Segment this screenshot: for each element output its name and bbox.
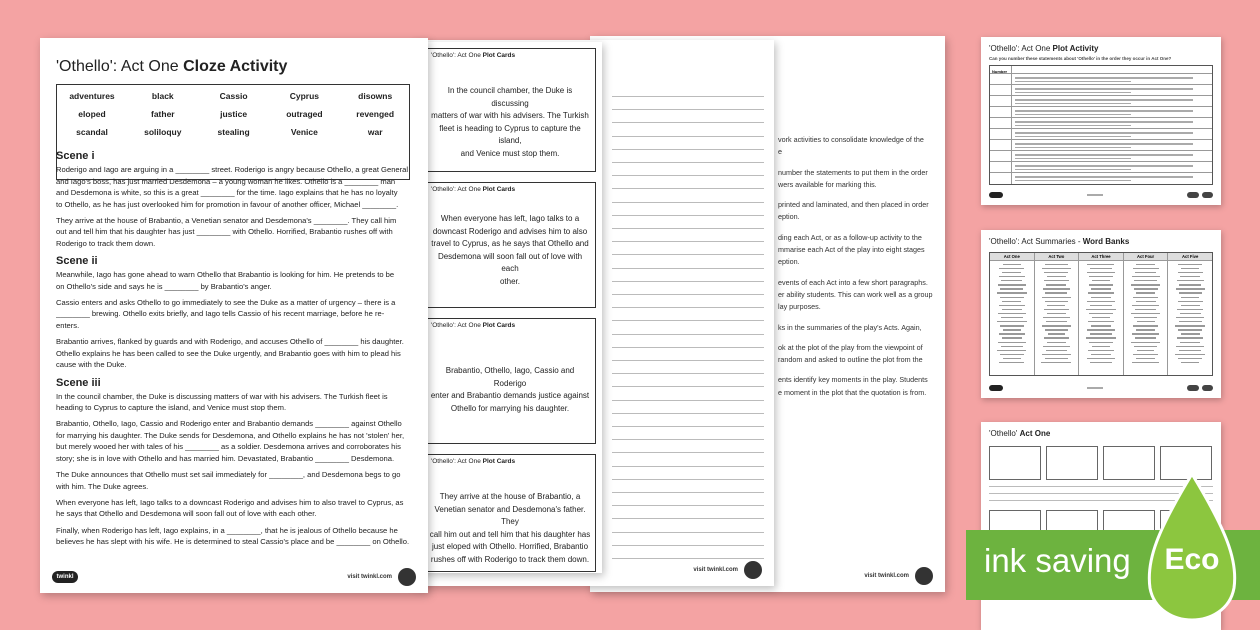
writing-line <box>612 492 764 493</box>
table-row <box>990 96 1212 107</box>
writing-line <box>612 439 764 440</box>
scene-heading: Scene iii <box>56 376 101 389</box>
visit-link: visit twinkl.com <box>864 573 909 579</box>
cloze-line: Roderigo and Iago are arguing in a ________ street. Roderigo is angry because Othello, a great General <box>56 165 409 174</box>
plot-card-heading: 'Othello': Act One Plot Cards <box>431 458 516 465</box>
notes-line: er ability students. This can work well as a group <box>778 289 933 299</box>
writing-line <box>612 96 764 97</box>
notes-line <box>778 191 938 199</box>
word-bank-word: stealing <box>217 127 250 137</box>
notes-line: lay purposes. <box>778 302 821 312</box>
notes-line: ents identify key moments in the play. Students <box>778 375 928 385</box>
cloze-line: for marrying his daughter. The Duke sends for Desdemona, and Othello explains he has not 'stolen' her, <box>56 430 405 440</box>
notes-line: vork activities to consolidate knowledge of the <box>778 135 924 144</box>
writing-line <box>612 532 764 533</box>
cloze-line: enters. <box>56 321 80 331</box>
notes-line: ding each Act, or as a follow-up activity to the <box>778 232 922 242</box>
writing-line <box>612 149 764 150</box>
page-title: 'Othello': Act One Cloze Activity <box>56 58 288 75</box>
word-bank-column-header: Act Three <box>1079 253 1123 261</box>
plot-activity-thumbnail <box>981 37 1221 205</box>
writing-line <box>612 558 764 559</box>
thumbnail-footer <box>989 384 1213 392</box>
table-row <box>990 173 1212 184</box>
act-summaries-thumbnail <box>981 230 1221 398</box>
cloze-line: he says that Othello and Desdemona will soon fall out of love with each other. <box>56 509 317 519</box>
plot-card-text: Brabantio, Othello, Iago, Cassio and Roderigo enter and Brabantio demands justice against Othello for marrying his daughter. <box>430 366 590 413</box>
cloze-paragraph <box>56 269 411 292</box>
plot-card <box>420 318 596 444</box>
writing-line <box>612 122 764 123</box>
twinkl-badge-icon <box>915 567 933 585</box>
thumbnail-title: 'Othello': Act One Plot Activity <box>989 44 1099 53</box>
writing-line <box>612 228 764 229</box>
notes-line: e moment in the plot that the quotation is from. <box>778 387 927 397</box>
notes-line <box>778 314 938 322</box>
writing-line <box>612 268 764 269</box>
writing-line <box>612 162 764 163</box>
word-bank-word: Cyprus <box>289 91 320 101</box>
notes-line: eption. <box>778 212 800 222</box>
writing-line <box>612 360 764 361</box>
visit-link: visit twinkl.com <box>693 567 738 573</box>
cloze-line: and Iago's boss, has just married Desdemona – a young woman he likes. Othello is a ________ man <box>56 176 396 186</box>
writing-line <box>612 400 764 401</box>
word-bank-column <box>990 253 1035 375</box>
plot-activity-table <box>989 65 1213 185</box>
cloze-line: but merely wooed her with tales of his ________ as a soldier. Desdemona arrives and corroborates his <box>56 442 401 452</box>
word-bank-word: father <box>150 109 175 119</box>
notes-line: random and asked to outline the plot from the <box>778 355 923 365</box>
cloze-line: Meanwhile, Iago has gone ahead to warn Othello that Brabantio is looking for him. He pretends to be <box>56 270 395 280</box>
notes-line <box>778 269 938 277</box>
cloze-paragraph <box>56 469 411 492</box>
table-row <box>990 118 1212 129</box>
plot-cards-sheet <box>418 42 602 573</box>
notes-line: eption. <box>778 257 800 267</box>
word-bank-word: adventures <box>69 91 115 101</box>
word-bank-word: scandal <box>76 127 108 137</box>
cloze-line: Brabantio arrives, flanked by guards and with Roderigo, and accuses Othello of ________ his daughter. <box>56 337 404 347</box>
notes-line: printed and laminated, and then placed in order <box>778 200 929 210</box>
notes-line: wers available for marking this. <box>778 179 877 189</box>
writing-line <box>612 215 764 216</box>
word-bank-word: outraged <box>286 109 323 119</box>
plot-card-text: They arrive at the house of Brabantio, a Venetian senator and Desdemona's father. They call him out and tell him that his daughter has just eloped with Othello. Horrified, Brabantio rushes off with Roderigo to track them down. <box>429 492 591 564</box>
word-bank-word: revenged <box>356 109 395 119</box>
scene-heading: Scene ii <box>56 255 98 268</box>
cloze-line: The Duke announces that Othello must set sail immediately for ________, and Desdemona begs to go <box>56 470 401 480</box>
twinkl-badge-icon <box>744 561 762 579</box>
writing-line <box>612 479 764 480</box>
notes-line: number the statements to put them in the order <box>778 167 928 177</box>
notes-line <box>778 224 938 232</box>
writing-line <box>612 426 764 427</box>
table-row <box>990 85 1212 96</box>
writing-line <box>612 320 764 321</box>
storyboard-box <box>989 446 1041 480</box>
cloze-line: heading to Cyprus to capture the island, and Venice must stop them. <box>56 403 287 413</box>
table-row <box>990 129 1212 140</box>
notes-line <box>778 366 938 374</box>
word-bank-word: Cassio <box>219 91 248 101</box>
word-bank-column-header: Act Four <box>1124 253 1168 261</box>
writing-line <box>612 386 764 387</box>
cloze-line: When everyone has left, Iago talks to a downcast Roderigo and advises him to also travel to Cyprus, as <box>56 497 404 507</box>
table-row <box>990 107 1212 118</box>
eco-leaf <box>1138 470 1246 630</box>
cloze-line: with him. The Duke agrees. <box>56 481 149 491</box>
cloze-line: to Othello, as he has just overlooked him for promotion in favour of another officer, Michael ________. <box>56 199 399 209</box>
writing-line <box>612 545 764 546</box>
notes-line <box>778 159 938 167</box>
writing-line <box>612 373 764 374</box>
table-row <box>990 162 1212 173</box>
eco-label: Eco <box>1164 543 1220 576</box>
word-bank-word: war <box>367 127 383 137</box>
writing-line <box>612 202 764 203</box>
plot-card-heading: 'Othello': Act One Plot Cards <box>431 52 516 59</box>
cloze-paragraph <box>56 215 411 250</box>
word-bank-column <box>1168 253 1212 375</box>
plot-card-heading: 'Othello': Act One Plot Cards <box>431 322 516 329</box>
notes-line: mmarise each Act of the play into eight stages <box>778 245 925 255</box>
thumbnail-subtitle: Can you number these statements about 'Othello' in the order they occur in Act One? <box>989 56 1172 61</box>
writing-line <box>612 188 764 189</box>
word-banks-grid <box>989 252 1213 376</box>
writing-line <box>612 254 764 255</box>
plot-card-heading: 'Othello': Act One Plot Cards <box>431 186 516 193</box>
word-bank-column <box>1079 253 1124 375</box>
writing-line <box>612 466 764 467</box>
writing-line <box>612 307 764 308</box>
notes-line <box>778 334 938 342</box>
word-bank-word: soliloquy <box>144 127 182 137</box>
writing-line <box>612 413 764 414</box>
notes-line: ks in the summaries of the play's Acts. Again, <box>778 322 922 332</box>
ink-saving-label: ink saving <box>984 542 1131 579</box>
plot-card <box>420 48 596 172</box>
twinkl-logo: twinkl <box>52 571 78 583</box>
word-bank-word: justice <box>220 109 248 119</box>
cloze-paragraph <box>56 418 411 464</box>
notes-line: e <box>778 147 782 157</box>
notes-line: events of each Act into a few short paragraphs. <box>778 277 928 287</box>
cloze-line: story; she is in love with Othello and has married him. Devastated, Brabantio ________ Desdemona. <box>56 453 395 463</box>
visit-link: visit twinkl.com <box>347 574 392 580</box>
writing-line <box>612 347 764 348</box>
writing-line <box>612 452 764 453</box>
plot-card-text: In the council chamber, the Duke is discussing matters of war with his advisers. The Turkish fleet is heading to Cyprus to capture the island, and Venice must stop them. <box>431 86 589 158</box>
cloze-paragraph <box>56 525 411 548</box>
writing-line <box>612 281 764 282</box>
cloze-paragraph <box>56 297 411 332</box>
writing-line <box>612 505 764 506</box>
cloze-line: They arrive at the house of Brabantio, a Venetian senator and Desdemona's ________. They call him <box>56 215 397 225</box>
writing-line <box>612 136 764 137</box>
writing-line <box>612 518 764 519</box>
plot-card <box>420 454 596 572</box>
plot-card-text: When everyone has left, Iago talks to a downcast Roderigo and advises him to also travel to Cyprus, as he says that Othello and Desdemona will soon fall out of love with each other. <box>431 214 589 286</box>
cloze-line: Roderigo to track them down. <box>56 239 156 249</box>
cloze-line: ________ brewing. Othello exits briefly, and Iago tells Cassio of his recent marriage, before he re- <box>56 309 385 319</box>
notes-line: ok at the plot of the play from the viewpoint of <box>778 342 923 352</box>
cloze-line: believes he has slept with his wife. He is determined to steal Cassio's place and be ________ on Othello. <box>56 537 410 547</box>
word-bank-column-header: Act Two <box>1035 253 1079 261</box>
word-bank-column-header: Act One <box>990 253 1034 261</box>
table-row <box>990 140 1212 151</box>
cloze-line: cause with the Duke. <box>56 360 127 370</box>
cloze-line: Brabantio, Othello, Iago, Cassio and Roderigo enter and Brabantio demands ________ against Othello <box>56 419 402 429</box>
cloze-line: Othello explains he has been called to see the Duke urgently, and Brabantio goes with him to plead his <box>56 348 401 358</box>
scene-heading: Scene i <box>56 150 95 162</box>
cloze-paragraph <box>56 164 411 210</box>
cloze-line: Finally, when Roderigo has left, Iago explains, in a ________, that he is jealous of Othello because he <box>56 525 398 535</box>
storyboard-box <box>1046 446 1098 480</box>
word-bank-word: Venice <box>290 127 318 137</box>
cloze-paragraph <box>56 391 411 414</box>
table-row <box>990 74 1212 85</box>
word-bank-word: black <box>151 91 174 101</box>
table-row <box>990 151 1212 162</box>
writing-line <box>612 294 764 295</box>
thumbnail-title: 'Othello': Act Summaries - Word Banks <box>989 237 1130 246</box>
cloze-line: and Desdemona is white, so this is a great ________ for the time. Iago explains that he has no loyalty <box>56 188 398 198</box>
cloze-line: on Othello's side and says he is ________ by Brabantio's anger. <box>56 281 272 291</box>
writing-line <box>612 175 764 176</box>
word-bank-column <box>1035 253 1080 375</box>
cloze-line: In the council chamber, the Duke is discussing matters of war with his advisers. The Turkish fleet is <box>56 391 388 401</box>
thumbnail-footer <box>989 191 1213 199</box>
word-bank-column-header: Act Five <box>1168 253 1212 261</box>
cloze-line: out and tell him that his daughter has just ________ with Othello. Horrified, Brabantio rushes off with <box>56 227 393 237</box>
twinkl-badge-icon <box>398 568 416 586</box>
cloze-paragraph <box>56 497 411 520</box>
cloze-activity-sheet <box>40 38 428 593</box>
writing-line <box>612 334 764 335</box>
notes-body <box>778 134 938 399</box>
word-bank-word: eloped <box>78 109 106 119</box>
cloze-paragraph <box>56 336 411 371</box>
cloze-footer <box>52 569 416 585</box>
thumbnail-title: 'Othello' Act One <box>989 429 1051 438</box>
number-column-header: Number <box>990 66 1012 73</box>
word-bank-word: disowns <box>358 91 393 101</box>
cloze-line: Cassio enters and asks Othello to go immediately to see the Duke as a matter of urgency – there is a <box>56 297 396 307</box>
writing-line <box>612 241 764 242</box>
plot-card <box>420 182 596 308</box>
writing-line <box>612 109 764 110</box>
word-bank-column <box>1124 253 1169 375</box>
